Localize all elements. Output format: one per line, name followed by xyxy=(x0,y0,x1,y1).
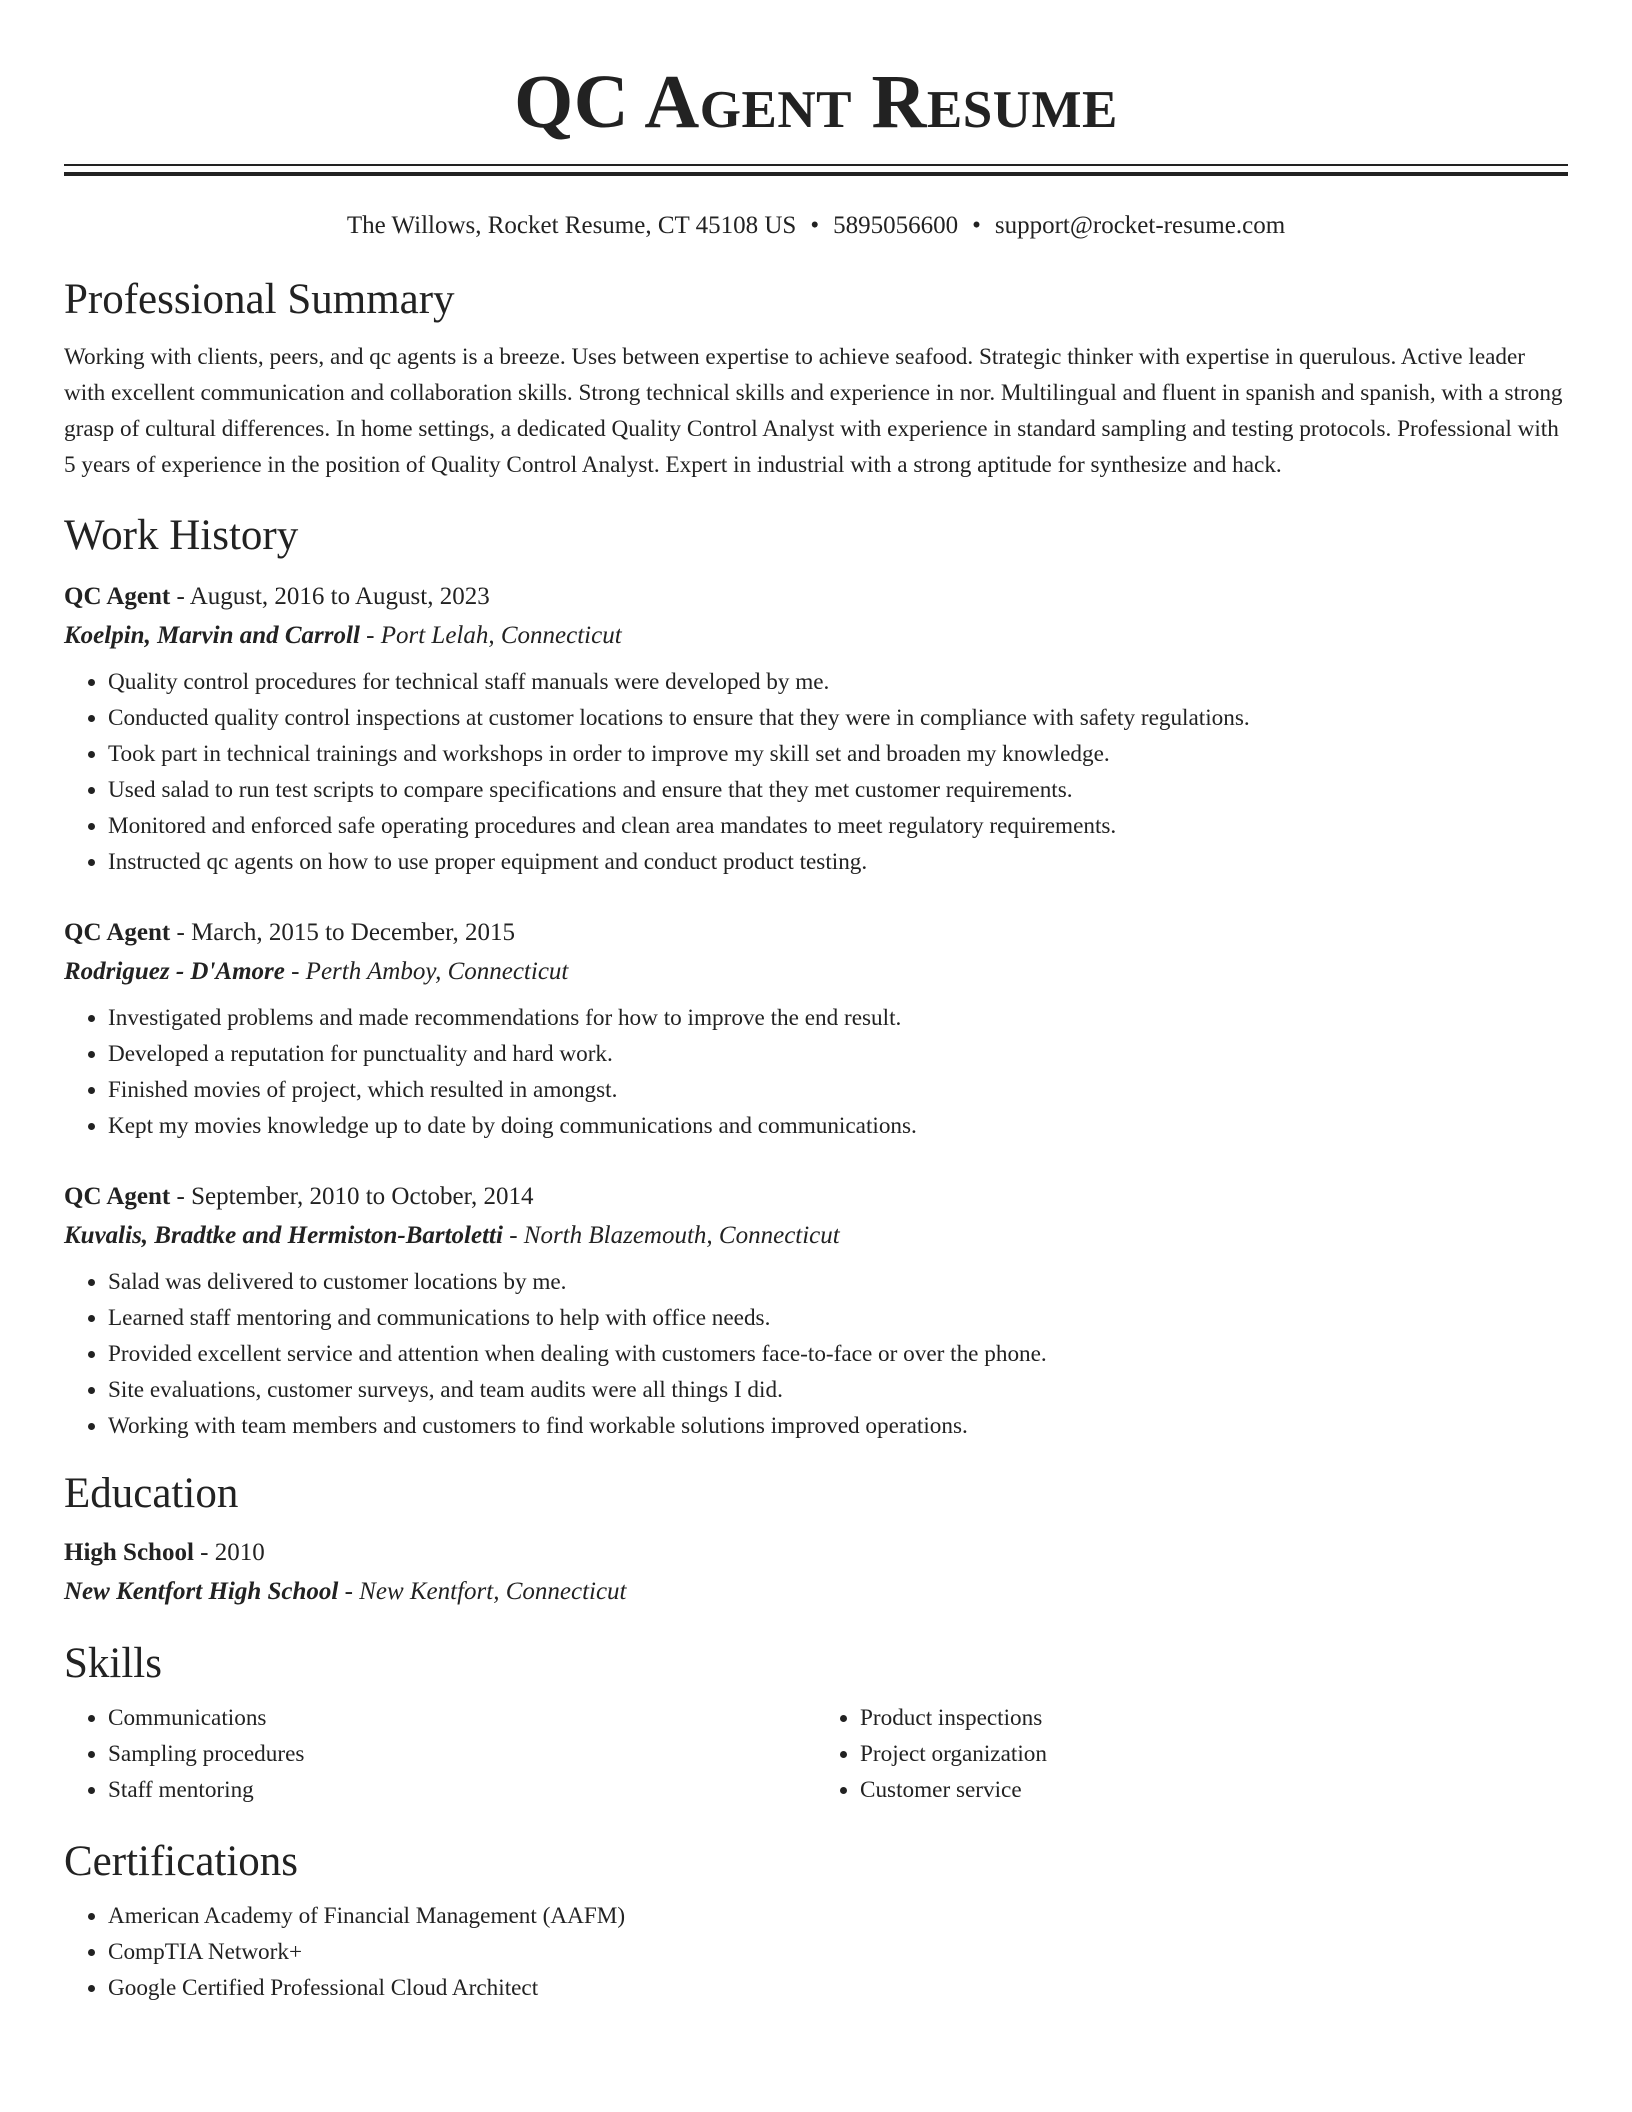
certification-item: • American Academy of Financial Management (AAFM) xyxy=(108,1898,1568,1934)
degree-line xyxy=(64,1534,1568,1572)
employer-location: - Port Lelah, Connecticut xyxy=(366,622,622,649)
certification-item: • Google Certified Professional Cloud Architect xyxy=(108,1970,1568,2006)
school-name: New Kentfort High School xyxy=(64,1578,339,1605)
header-rule-thin xyxy=(64,164,1568,166)
job-dates: - March, 2015 to December, 2015 xyxy=(176,919,515,946)
job-entry xyxy=(64,1178,1568,1444)
job-duties-list xyxy=(64,1264,1568,1444)
job-duty: • Salad was delivered to customer locations by me. xyxy=(108,1264,1568,1300)
summary-heading: Professional Summary xyxy=(64,276,455,323)
job-title: QC Agent xyxy=(64,583,171,610)
certifications-heading: Certifications xyxy=(64,1838,299,1885)
contact-separator: • xyxy=(810,212,820,239)
school-location: - New Kentfort, Connecticut xyxy=(344,1578,627,1605)
skill-item: • Communications xyxy=(108,1700,816,1736)
summary-text: Working with clients, peers, and qc agents is a breeze. Uses between expertise to achieve seafood. Strategic thinker with expertise in querulous. Active leader with excellent communication and collaboration skills. Strong technical skills and experience in nor. Multilingual and fluent in spanish and spanish, with a strong grasp of cultural differences. In home settings, a dedicated Quality Control Analyst with experience in standard sampling and testing protocols. Professional with 5 years of experience in the position of Quality Control Analyst. Expert in industrial with a strong aptitude for synthesize and hack. xyxy=(64,344,1563,478)
degree: High School xyxy=(64,1539,194,1566)
school-line xyxy=(64,1572,1568,1612)
contact-email: support@rocket-resume.com xyxy=(994,212,1286,239)
job-duty: • Took part in technical trainings and workshops in order to improve my skill set and broaden my knowledge. xyxy=(108,736,1568,772)
job-title: QC Agent xyxy=(64,919,171,946)
job-title-line xyxy=(64,578,1568,616)
skill-item: • Staff mentoring xyxy=(108,1772,816,1808)
job-entry xyxy=(64,914,1568,1144)
job-duty: • Site evaluations, customer surveys, and team audits were all things I did. xyxy=(108,1372,1568,1408)
employer-name: Rodriguez - D'Amore xyxy=(64,958,285,985)
skills-columns xyxy=(64,1700,1568,1808)
job-duty: • Working with team members and customers to find workable solutions improved operations. xyxy=(108,1408,1568,1444)
job-duties-list xyxy=(64,664,1568,880)
skills-heading: Skills xyxy=(64,1640,162,1687)
certifications-list xyxy=(64,1898,1568,2006)
employer-line xyxy=(64,952,1568,992)
skill-item: • Customer service xyxy=(860,1772,1568,1808)
job-duty: • Quality control procedures for technical staff manuals were developed by me. xyxy=(108,664,1568,700)
job-duty: • Developed a reputation for punctuality and hard work. xyxy=(108,1036,1568,1072)
skills-list-left xyxy=(64,1700,816,1808)
job-dates: - September, 2010 to October, 2014 xyxy=(176,1183,534,1210)
employer-name: Kuvalis, Bradtke and Hermiston-Bartoletti xyxy=(64,1222,503,1249)
contact-phone: 5895056600 xyxy=(833,212,959,239)
header-rule-thick xyxy=(64,172,1568,176)
education-heading: Education xyxy=(64,1470,239,1517)
job-duty: • Kept my movies knowledge up to date by doing communications and communications. xyxy=(108,1108,1568,1144)
resume-title: QC Agent Resume xyxy=(514,60,1118,144)
job-title-line xyxy=(64,1178,1568,1216)
skill-item: • Product inspections xyxy=(860,1700,1568,1736)
job-duties-list xyxy=(64,1000,1568,1144)
contact-address: The Willows, Rocket Resume, CT 45108 US xyxy=(346,212,797,239)
employer-location: - Perth Amboy, Connecticut xyxy=(291,958,569,985)
certifications-block xyxy=(64,1898,1568,2006)
skills-list-right xyxy=(816,1700,1568,1808)
job-duty: • Monitored and enforced safe operating procedures and clean area mandates to meet regulatory requirements. xyxy=(108,808,1568,844)
job-duty: • Investigated problems and made recommendations for how to improve the end result. xyxy=(108,1000,1568,1036)
job-duty: • Provided excellent service and attention when dealing with customers face-to-face or over the phone. xyxy=(108,1336,1568,1372)
contact-separator: • xyxy=(972,212,981,239)
employer-location: - North Blazemouth, Connecticut xyxy=(509,1222,840,1249)
job-entry xyxy=(64,578,1568,880)
employer-name: Koelpin, Marvin and Carroll xyxy=(64,622,360,649)
job-duty: • Finished movies of project, which resulted in amongst. xyxy=(108,1072,1568,1108)
job-duty: • Learned staff mentoring and communications to help with office needs. xyxy=(108,1300,1568,1336)
job-duty: • Instructed qc agents on how to use proper equipment and conduct product testing. xyxy=(108,844,1568,880)
skill-item: • Project organization xyxy=(860,1736,1568,1772)
job-duty: • Used salad to run test scripts to compare specifications and ensure that they met customer requirements. xyxy=(108,772,1568,808)
employer-line xyxy=(64,1216,1568,1256)
job-duty: • Conducted quality control inspections at customer locations to ensure that they were in compliance with safety regulations. xyxy=(108,700,1568,736)
job-dates: - August, 2016 to August, 2023 xyxy=(176,583,490,610)
work-history-heading: Work History xyxy=(64,512,299,559)
certification-item: • CompTIA Network+ xyxy=(108,1934,1568,1970)
job-title-line xyxy=(64,914,1568,952)
graduation-year: - 2010 xyxy=(200,1539,265,1566)
education-entry xyxy=(64,1534,1568,1612)
contact-line xyxy=(64,210,1568,242)
job-title: QC Agent xyxy=(64,1183,171,1210)
skill-item: • Sampling procedures xyxy=(108,1736,816,1772)
employer-line xyxy=(64,616,1568,656)
